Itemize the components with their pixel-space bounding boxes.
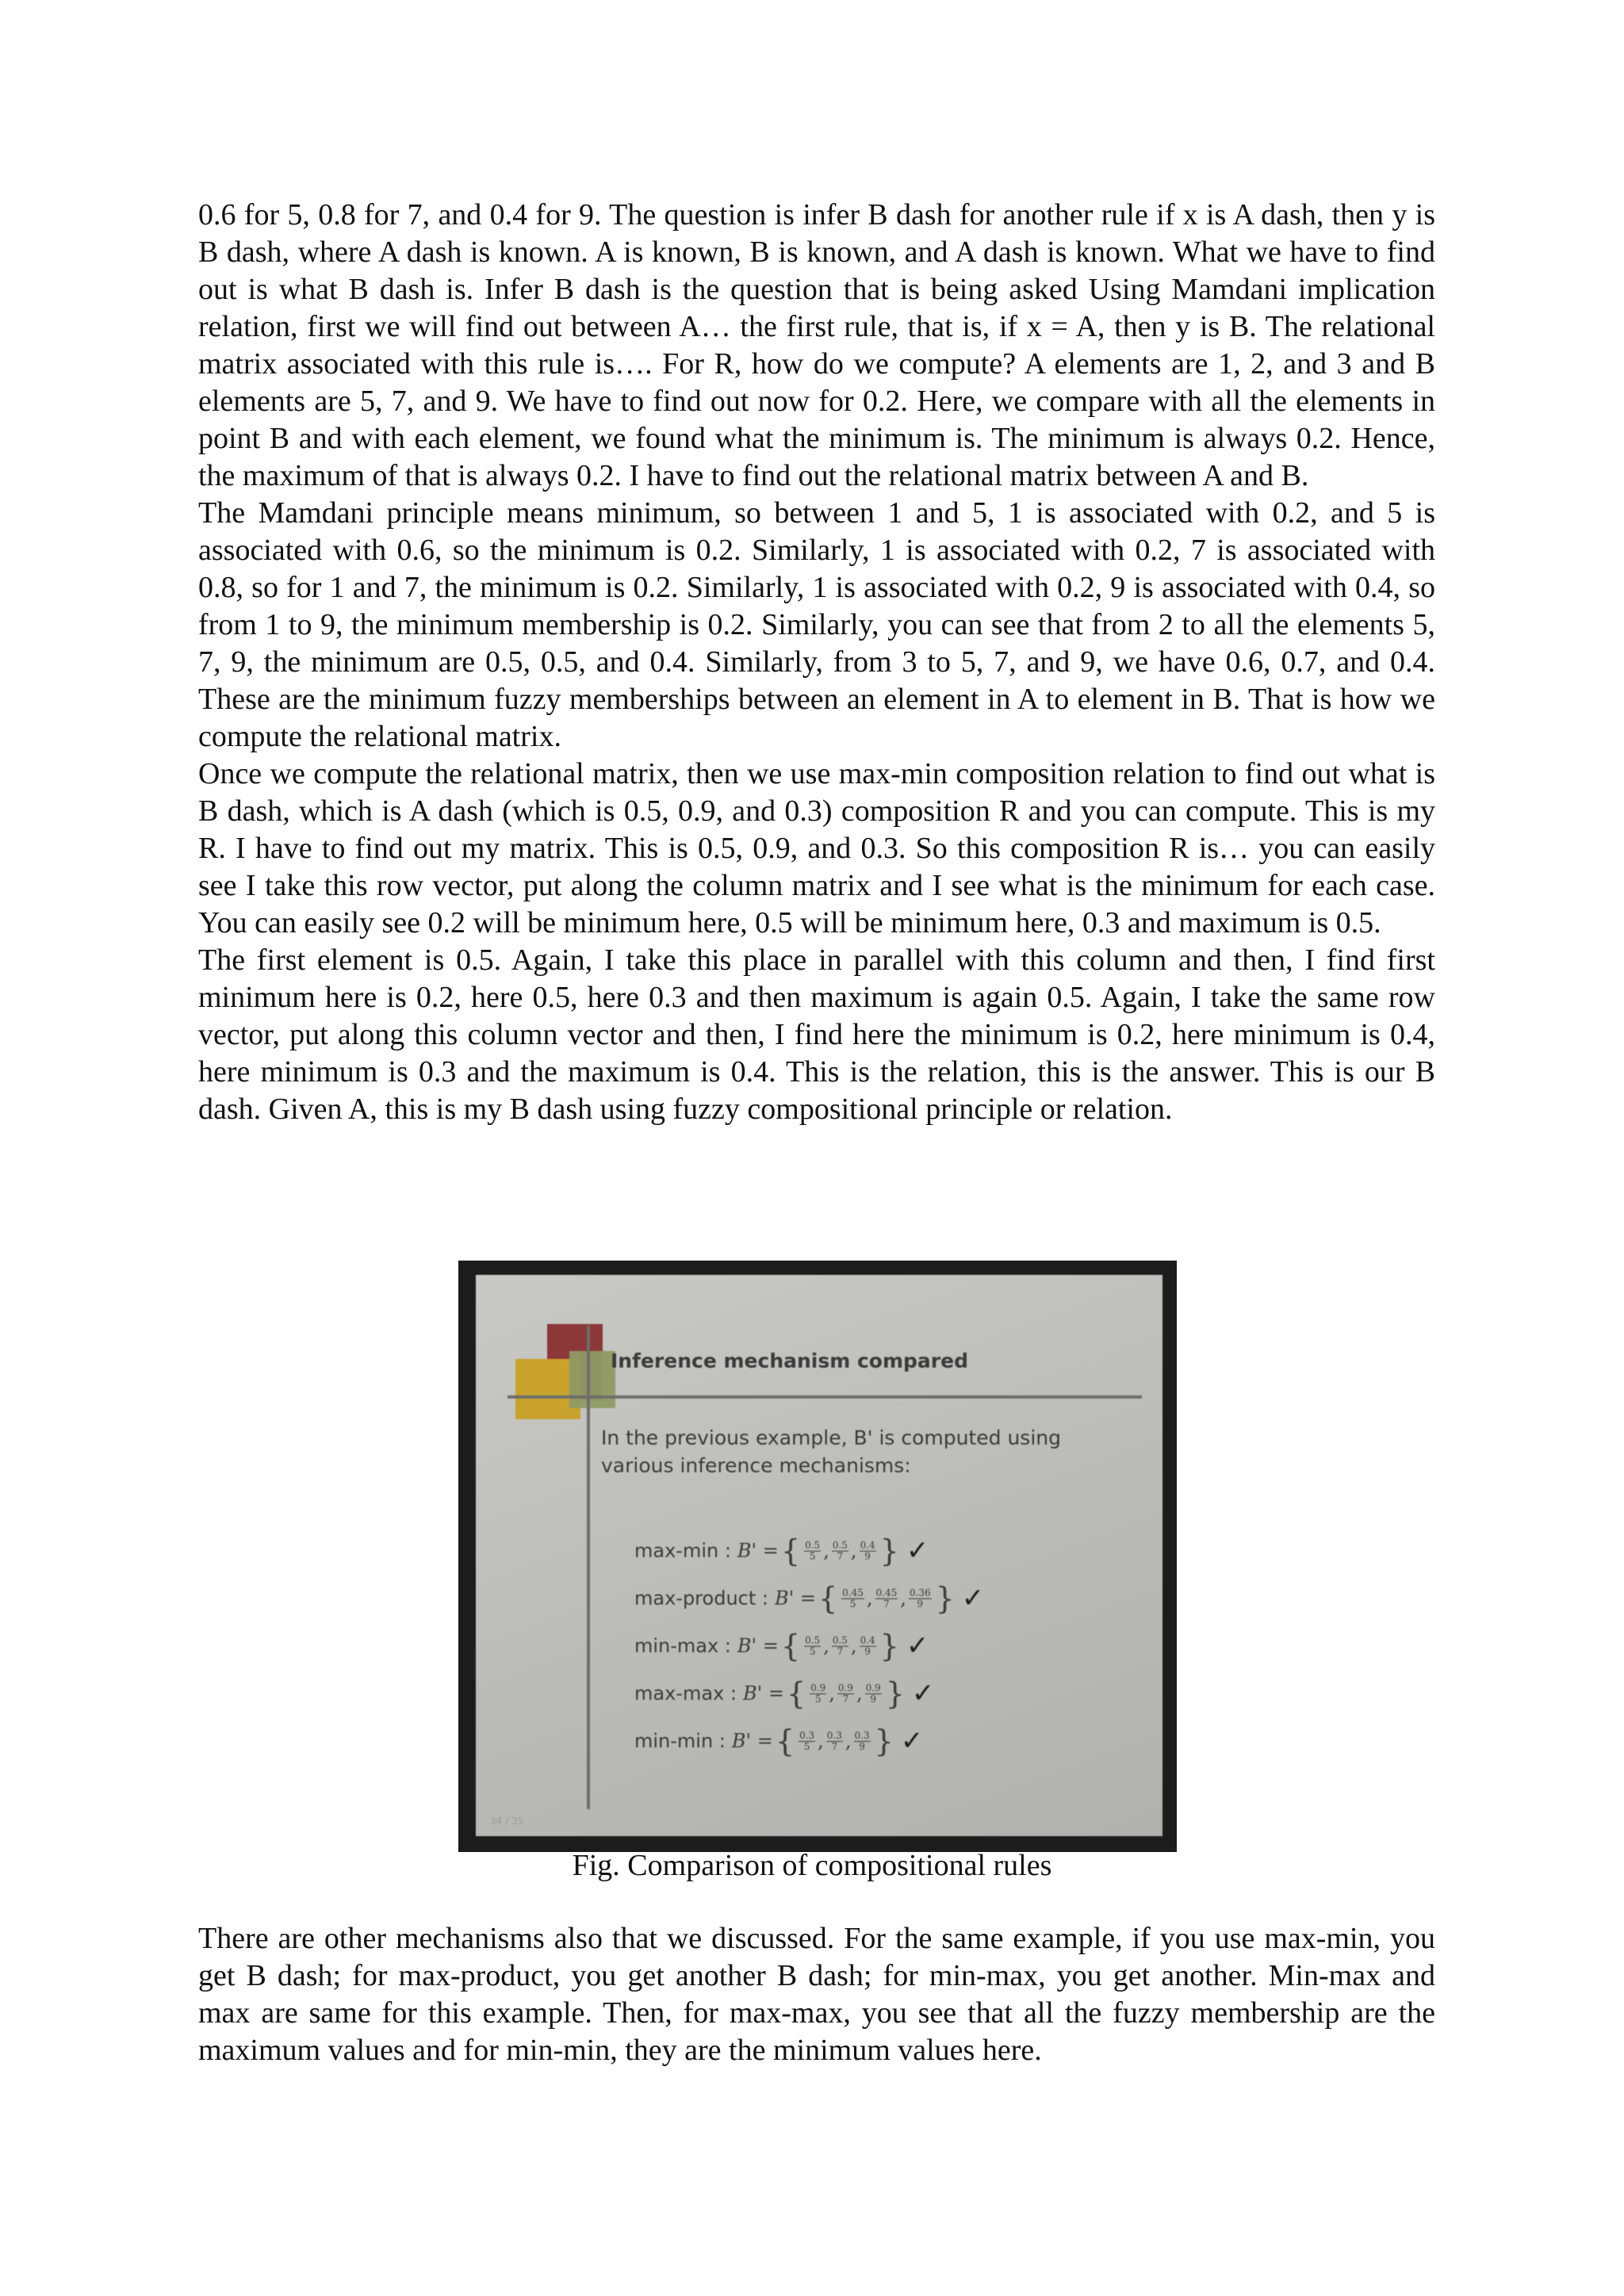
- rule-formula: B' = { $\frac{0.5}{5}$ , $\frac{0.5}{7}$ , $\frac{0.4}{9}$ }: [737, 1533, 899, 1568]
- rule-row: [634, 1527, 984, 1575]
- checkmark-icon: ✓: [900, 1725, 924, 1757]
- element-value: 5: [814, 1693, 822, 1705]
- slide-page-number: 34 / 35: [490, 1816, 524, 1827]
- rule-lhs: B' =: [774, 1587, 816, 1609]
- close-brace: }: [879, 1533, 899, 1568]
- membership-term: [860, 1540, 876, 1562]
- rule-formula: B' = { $\frac{0.45}{5}$ , $\frac{0.45}{7}$ , $\frac{0.36}{9}$ }: [774, 1581, 955, 1616]
- element-value: 9: [859, 1740, 865, 1752]
- element-value: 7: [831, 1740, 838, 1752]
- membership-term: [799, 1731, 815, 1752]
- element-value: 5: [849, 1598, 856, 1609]
- open-brace: {: [775, 1724, 795, 1758]
- close-brace: }: [879, 1628, 899, 1663]
- membership-term: [875, 1588, 898, 1609]
- membership-value: 0.3: [826, 1729, 842, 1741]
- slide-divider-horizontal: [508, 1395, 1142, 1399]
- open-brace: {: [818, 1581, 838, 1616]
- paragraph: There are other mechanisms also that we discussed. For the same example, if you use max-min, you get B dash; for max-product, you get another B dash; for min-max, you get another. Min-max and max are same for this example. Then, for max-max, you see that all the fuzzy membership are the maximum values and for min-min, they are the minimum values here.: [198, 1922, 1435, 2067]
- membership-value: 0.5: [805, 1539, 821, 1551]
- element-value: 9: [870, 1693, 876, 1705]
- membership-term: [804, 1540, 821, 1562]
- rule-formula: B' = { $\frac{0.3}{5}$ , $\frac{0.3}{7}$ , $\frac{0.3}{9}$ }: [731, 1724, 894, 1758]
- slide-divider-vertical: [587, 1326, 590, 1809]
- rule-row: [634, 1717, 984, 1765]
- rule-lhs: B' =: [731, 1730, 773, 1752]
- membership-term: [865, 1683, 882, 1705]
- rule-lhs: B' =: [737, 1635, 779, 1657]
- membership-value: 0.45: [875, 1586, 898, 1598]
- slide-title: Inference mechanism compared: [611, 1349, 968, 1372]
- element-value: 5: [803, 1740, 810, 1752]
- figure-caption: Fig. Comparison of compositional rules: [572, 1849, 1052, 1882]
- element-value: 9: [864, 1550, 871, 1562]
- open-brace: {: [786, 1676, 806, 1711]
- membership-value: 0.36: [909, 1586, 931, 1598]
- rule-label: min-min :: [634, 1730, 726, 1752]
- membership-term: [832, 1540, 848, 1562]
- element-value: 9: [917, 1598, 924, 1609]
- slide: [476, 1275, 1162, 1836]
- membership-value: 0.5: [832, 1634, 848, 1646]
- paragraph: 0.6 for 5, 0.8 for 7, and 0.4 for 9. The question is infer B dash for another rule if x is A dash, then y is B dash, where A dash is known. A is known, B is known, and A dash is known. What we have to find out is what B dash is. Infer B dash is the question that is being asked Using Mamdani implication relation, first we will find out between A… the first rule, that is, if x = A, then y is B. The relational matrix associated with this rule is…. For R, how do we compute? A elements are 1, 2, and 3 and B elements are 5, 7, and 9. We have to find out now for 0.2. Here, we compare with all the elements in point B and with each element, we found what the minimum is. The minimum is always 0.2. Hence, the maximum of that is always 0.2. I have to find out the relational matrix between A and B.: [198, 198, 1435, 492]
- membership-value: 0.4: [860, 1634, 875, 1646]
- close-brace: }: [885, 1676, 905, 1711]
- membership-term: [854, 1731, 871, 1752]
- rule-label: max-max :: [634, 1682, 737, 1705]
- element-value: 5: [809, 1645, 816, 1657]
- membership-term: [841, 1588, 864, 1609]
- rule-label: max-product :: [634, 1587, 768, 1609]
- element-value: 9: [864, 1645, 871, 1657]
- element-value: 5: [809, 1550, 816, 1562]
- rule-row: [634, 1670, 984, 1717]
- slide-figure: [458, 1261, 1177, 1852]
- membership-value: 0.5: [832, 1539, 848, 1551]
- membership-term: [810, 1683, 826, 1705]
- membership-value: 0.5: [805, 1634, 821, 1646]
- checkmark-icon: ✓: [961, 1582, 985, 1614]
- membership-term: [826, 1731, 843, 1752]
- membership-term: [909, 1588, 932, 1609]
- open-brace: {: [780, 1533, 801, 1568]
- membership-value: 0.3: [854, 1729, 870, 1741]
- open-brace: {: [780, 1628, 801, 1663]
- paragraph: The Mamdani principle means minimum, so between 1 and 5, 1 is associated with 0.2, and 5 is associated with 0.6, so the minimum is 0.2. Similarly, 1 is associated with 0.2, 7 is associated with 0.8, so for 1 and 7, the minimum is 0.2. Similarly, 1 is associated with 0.2, 9 is associated with 0.4, so from 1 to 9, the minimum membership is 0.2. Similarly, you can see that from 2 to all the elements 5, 7, 9, the minimum are 0.5, 0.5, and 0.4. Similarly, from 3 to 5, 7, and 9, we have 0.6, 0.7, and 0.4. These are the minimum fuzzy memberships between an element in A to element in B. That is how we compute the relational matrix.: [198, 496, 1435, 753]
- membership-term: [804, 1636, 821, 1657]
- element-value: 7: [837, 1550, 844, 1562]
- rule-formula: B' = { $\frac{0.9}{5}$ , $\frac{0.9}{7}$ , $\frac{0.9}{9}$ }: [742, 1676, 905, 1711]
- decor-green-square: [569, 1351, 615, 1408]
- membership-value: 0.4: [860, 1539, 875, 1551]
- membership-value: 0.3: [799, 1729, 815, 1741]
- membership-value: 0.9: [810, 1682, 826, 1693]
- element-value: 7: [883, 1598, 890, 1609]
- rule-lhs: B' =: [737, 1540, 779, 1562]
- rule-list: [634, 1527, 984, 1765]
- checkmark-icon: ✓: [911, 1678, 935, 1709]
- element-value: 7: [837, 1645, 844, 1657]
- rule-formula: B' = { $\frac{0.5}{5}$ , $\frac{0.5}{7}$ , $\frac{0.4}{9}$ }: [737, 1628, 899, 1663]
- paragraph: Once we compute the relational matrix, then we use max-min composition relation to find out what is B dash, which is A dash (which is 0.5, 0.9, and 0.3) composition R and you can compute. This is my R. I have to find out my matrix. This is 0.5, 0.9, and 0.3. So this composition R is… you can easily see I take this row vector, put along the column matrix and I see what is the minimum for each case. You can easily see 0.2 will be minimum here, 0.5 will be minimum here, 0.3 and maximum is 0.5.: [198, 757, 1435, 939]
- rule-lhs: B' =: [742, 1682, 784, 1705]
- checkmark-icon: ✓: [906, 1535, 929, 1567]
- rule-label: max-min :: [634, 1540, 731, 1562]
- close-brace: }: [874, 1724, 894, 1758]
- membership-value: 0.9: [837, 1682, 853, 1693]
- closing-text: [198, 1920, 1435, 2069]
- checkmark-icon: ✓: [906, 1630, 929, 1662]
- close-brace: }: [935, 1581, 955, 1616]
- paragraph: The first element is 0.5. Again, I take this place in parallel with this column and then, I find first minimum here is 0.2, here 0.5, here 0.3 and then maximum is again 0.5. Again, I take the same row vector, put along this column vector and then, I find here the minimum is 0.2, here minimum is 0.4, here minimum is 0.3 and the maximum is 0.4. This is the relation, this is the answer. This is our B dash. Given A, this is my B dash using fuzzy compositional principle or relation.: [198, 943, 1435, 1126]
- membership-value: 0.9: [865, 1682, 881, 1693]
- rule-row: [634, 1622, 984, 1670]
- membership-term: [860, 1636, 876, 1657]
- rule-label: min-max :: [634, 1635, 731, 1657]
- slide-intro: In the previous example, B' is computed using various inference mechanisms:: [601, 1426, 1061, 1477]
- body-text: [198, 197, 1435, 1128]
- element-value: 7: [842, 1693, 849, 1705]
- membership-term: [832, 1636, 848, 1657]
- membership-value: 0.45: [842, 1586, 864, 1598]
- membership-term: [837, 1683, 854, 1705]
- rule-row: [634, 1575, 984, 1622]
